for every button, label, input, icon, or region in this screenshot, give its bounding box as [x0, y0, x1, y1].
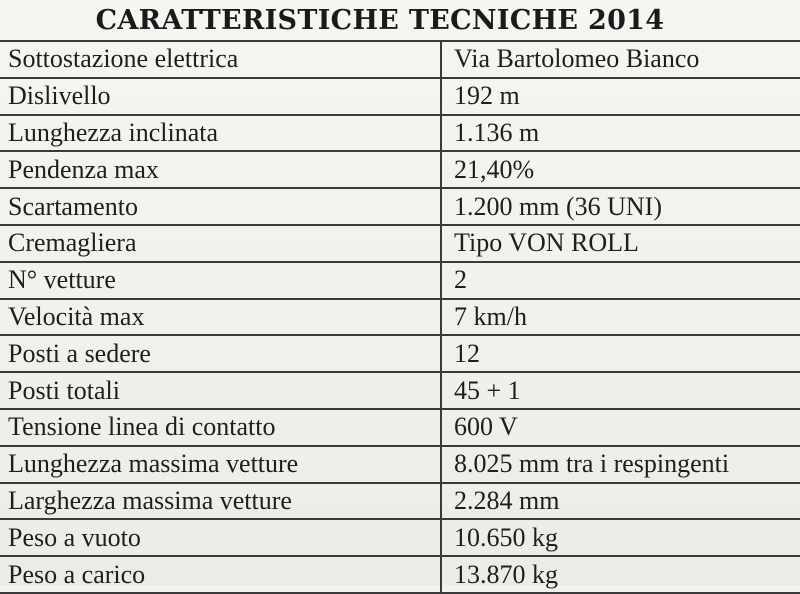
row-label: N° vetture — [0, 262, 441, 299]
table-row — [0, 556, 800, 593]
row-label: Cremagliera — [0, 225, 441, 262]
table-row — [0, 115, 800, 152]
row-value: 1.200 mm (36 UNI) — [441, 188, 800, 225]
row-label: Posti totali — [0, 372, 441, 409]
table-row — [0, 78, 800, 115]
row-value: 13.870 kg — [441, 556, 800, 593]
row-label: Peso a carico — [0, 556, 441, 593]
row-value: 8.025 mm tra i respingenti — [441, 446, 800, 483]
row-label: Larghezza massima vetture — [0, 483, 441, 520]
table-row — [0, 299, 800, 336]
row-value: 12 — [441, 335, 800, 372]
table-row — [0, 225, 800, 262]
row-value: 45 + 1 — [441, 372, 800, 409]
table-row — [0, 335, 800, 372]
table-row — [0, 41, 800, 78]
row-label: Lunghezza inclinata — [0, 115, 441, 152]
table-row — [0, 372, 800, 409]
row-label: Peso a vuoto — [0, 519, 441, 556]
row-label: Lunghezza massima vetture — [0, 446, 441, 483]
page-title: CARATTERISTICHE TECNICHE 2014 — [95, 5, 665, 36]
table-row — [0, 446, 800, 483]
table-row — [0, 262, 800, 299]
row-value: 1.136 m — [441, 115, 800, 152]
row-label: Posti a sedere — [0, 335, 441, 372]
row-value: 10.650 kg — [441, 519, 800, 556]
spec-table — [0, 40, 800, 594]
row-value: 21,40% — [441, 151, 800, 188]
table-row — [0, 519, 800, 556]
row-value: 192 m — [441, 78, 800, 115]
table-row — [0, 483, 800, 520]
row-value: Via Bartolomeo Bianco — [441, 41, 800, 78]
row-label: Scartamento — [0, 188, 441, 225]
row-label: Velocità max — [0, 299, 441, 336]
table-row — [0, 409, 800, 446]
row-value: 600 V — [441, 409, 800, 446]
row-label: Sottostazione elettrica — [0, 41, 441, 78]
row-value: 7 km/h — [441, 299, 800, 336]
table-row — [0, 188, 800, 225]
row-value: 2 — [441, 262, 800, 299]
row-label: Pendenza max — [0, 151, 441, 188]
row-label: Tensione linea di contatto — [0, 409, 441, 446]
row-value: 2.284 mm — [441, 483, 800, 520]
row-value: Tipo VON ROLL — [441, 225, 800, 262]
table-row — [0, 151, 800, 188]
row-label: Dislivello — [0, 78, 441, 115]
